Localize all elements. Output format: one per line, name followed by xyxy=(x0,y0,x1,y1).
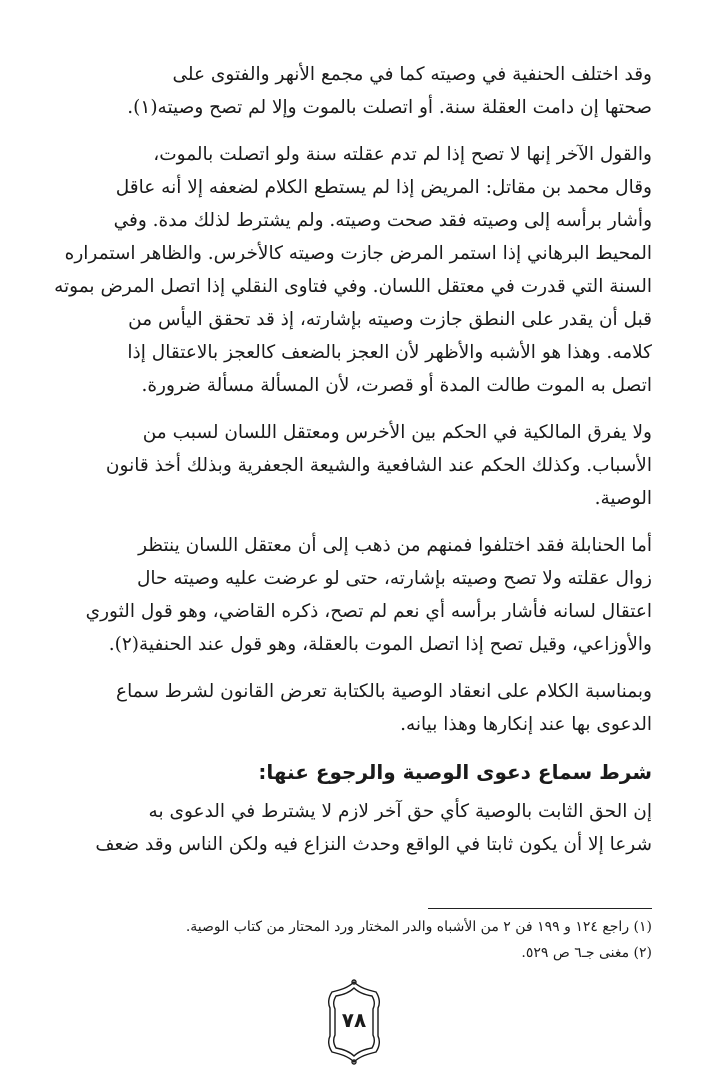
footnote-2: (٢) مغنى جـ٦ ص ٥٢٩. xyxy=(521,945,652,961)
text-line: السنة التي قدرت في معتقل اللسان. وفي فتاوى النقلي إذا اتصل المرض بموته xyxy=(54,276,652,297)
page-number-frame xyxy=(318,978,390,1066)
text-line: صحتها إن دامت العقلة سنة. أو اتصلت بالموت وإلا لم تصح وصيته(١). xyxy=(127,97,652,118)
paragraph-3 xyxy=(48,416,652,515)
paragraph-4 xyxy=(48,529,652,661)
text-line: وأشار برأسه إلى وصيته فقد صحت وصيته. ولم يشترط لذلك مدة. وفي xyxy=(113,210,652,231)
text-line: الوصية. xyxy=(594,488,652,509)
footnote-1: (١) راجع ١٢٤ و ١٩٩ فن ٢ من الأشباه والدر المختار ورد المحتار من كتاب الوصية. xyxy=(185,919,652,935)
text-line: اتصل به الموت طالت المدة أو قصرت، لأن المسألة مسألة ضرورة. xyxy=(141,375,652,396)
footnotes xyxy=(52,914,652,966)
text-line: اعتقال لسانه فأشار برأسه أي نعم لم تصح، ذكره القاضي، وهو قول الثوري xyxy=(85,601,652,622)
paragraph-2 xyxy=(48,138,652,402)
text-line: شرعا إلا أن يكون ثابتا في الواقع وحدث النزاع فيه ولكن الناس وقد ضعف xyxy=(95,834,652,855)
text-line: كلامه. وهذا هو الأشبه والأظهر لأن العجز بالضعف كالعجز بالاعتقال إذا xyxy=(127,342,652,363)
paragraph-1 xyxy=(48,58,652,124)
text-line: قبل أن يقدر على النطق جازت وصيته بإشارته، إذ قد تحقق اليأس من xyxy=(128,309,652,330)
footnote-divider xyxy=(428,908,652,909)
text-line: الأسباب. وكذلك الحكم عند الشافعية والشيعة الجعفرية وبذلك أخذ قانون xyxy=(105,455,652,476)
page-body xyxy=(48,58,652,875)
text-line: ولا يفرق المالكية في الحكم بين الأخرس ومعتقل اللسان لسبب من xyxy=(142,422,652,443)
text-line: والقول الآخر إنها لا تصح إذا لم تدم عقلته سنة ولو اتصلت بالموت، xyxy=(153,144,652,165)
paragraph-5 xyxy=(48,675,652,741)
text-line: الدعوى بها عند إنكارها وهذا بيانه. xyxy=(400,714,652,735)
section-heading: شرط سماع دعوى الوصية والرجوع عنها: xyxy=(258,760,652,784)
paragraph-final xyxy=(48,795,652,861)
text-line: وقال محمد بن مقاتل: المريض إذا لم يستطع الكلام لضعفه إلا أنه عاقل xyxy=(115,177,652,198)
text-line: والأوزاعي، وقيل تصح إذا اتصل الموت بالعقلة، وهو قول عند الحنفية(٢). xyxy=(108,634,652,655)
text-line: إن الحق الثابت بالوصية كأي حق آخر لازم لا يشترط في الدعوى به xyxy=(148,801,652,822)
text-line: المحيط البرهاني إذا استمر المرض جازت وصيته كالأخرس. والظاهر استمراره xyxy=(64,243,652,264)
page-number: ٧٨ xyxy=(341,1008,367,1032)
text-line: وقد اختلف الحنفية في وصيته كما في مجمع الأنهر والفتوى على xyxy=(172,64,652,85)
text-line: وبمناسبة الكلام على انعقاد الوصية بالكتابة تعرض القانون لشرط سماع xyxy=(116,681,652,702)
text-line: أما الحنابلة فقد اختلفوا فمنهم من ذهب إلى أن معتقل اللسان ينتظر xyxy=(138,535,652,556)
text-line: زوال عقلته ولا تصح وصيته بإشارته، حتى لو عرضت عليه وصيته حال xyxy=(136,568,652,589)
